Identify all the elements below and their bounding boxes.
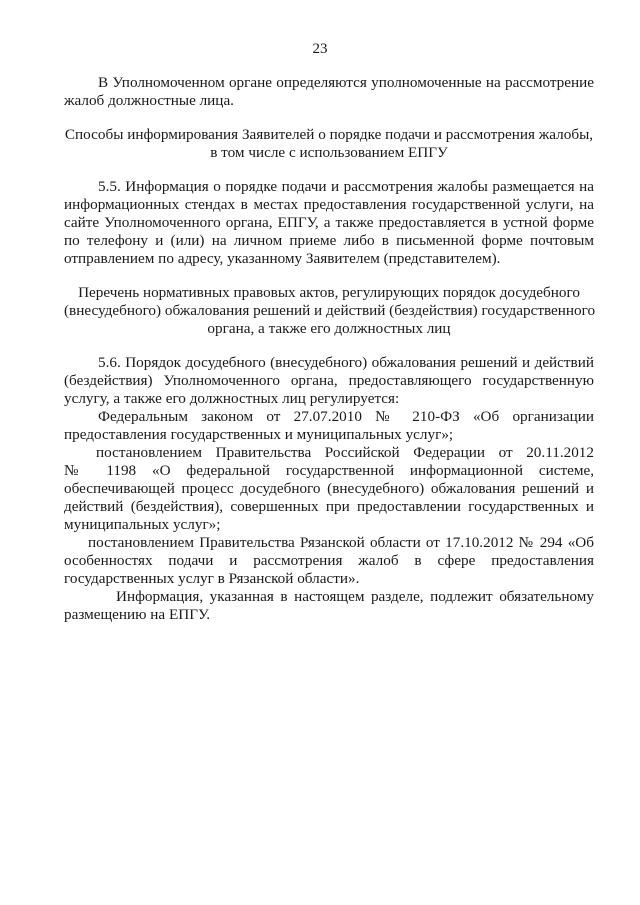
text-line: № 1198 «О федеральной государственной информационной системе, [64,462,594,479]
text-line: (бездействия) Уполномоченного органа, предоставляющего государственную [64,372,594,389]
text-line: размещению на ЕПГУ. [64,606,211,623]
text-line: 5.6. Порядок досудебного (внесудебного) обжалования решений и действий [98,354,594,371]
section-heading-line: Способы информирования Заявителей о порядке подачи и рассмотрения жалобы, [64,126,594,143]
text-line: обеспечивающей процесс досудебного (внесудебного) обжалования решений и [64,480,594,497]
text-line: В Уполномоченном органе определяются уполномоченные на рассмотрение [98,74,594,91]
section-heading-line: в том числе с использованием ЕПГУ [210,144,448,161]
text-line: особенностях подачи и рассмотрения жалоб в сфере предоставления [64,552,594,569]
text-line: Федеральным законом от 27.07.2010 № 210-ФЗ «Об организации [98,408,594,425]
text-line: предоставления государственных и муниципальных услуг»; [64,426,454,443]
text-line: 5.5. Информация о порядке подачи и рассмотрения жалобы размещается на [98,178,594,195]
text-line: отправлением по адресу, указанному Заявителем (представителем). [64,250,501,267]
text-line: действий (бездействия), совершенных при предоставлении государственных и [64,498,594,515]
text-line: жалоб должностные лица. [64,92,234,109]
text-line: Информация, указанная в настоящем разделе, подлежит обязательному [116,588,594,605]
text-line: сайте Уполномоченного органа, ЕПГУ, а также предоставляется в устной форме [64,214,594,231]
text-line: по телефону и (или) на личном приеме либо в письменной форме почтовым [64,232,594,249]
text-line: государственных услуг в Рязанской области». [64,570,360,587]
section-heading-line: органа, а также его должностных лиц [207,320,451,337]
text-line: информационных стендах в местах предоставления государственной услуги, на [64,196,594,213]
text-line: услугу, а также его должностных лиц регулируется: [64,390,400,407]
text-line: постановлением Правительства Рязанской области от 17.10.2012 № 294 «Об [88,534,594,551]
text-line: постановлением Правительства Российской Федерации от 20.11.2012 [96,444,594,461]
text-line: муниципальных услуг»; [64,516,221,533]
section-heading-line: (внесудебного) обжалования решений и действий (бездействия) государственного [64,302,596,319]
page-number: 23 [312,41,328,57]
section-heading-line: Перечень нормативных правовых актов, регулирующих порядок досудебного [78,284,580,301]
